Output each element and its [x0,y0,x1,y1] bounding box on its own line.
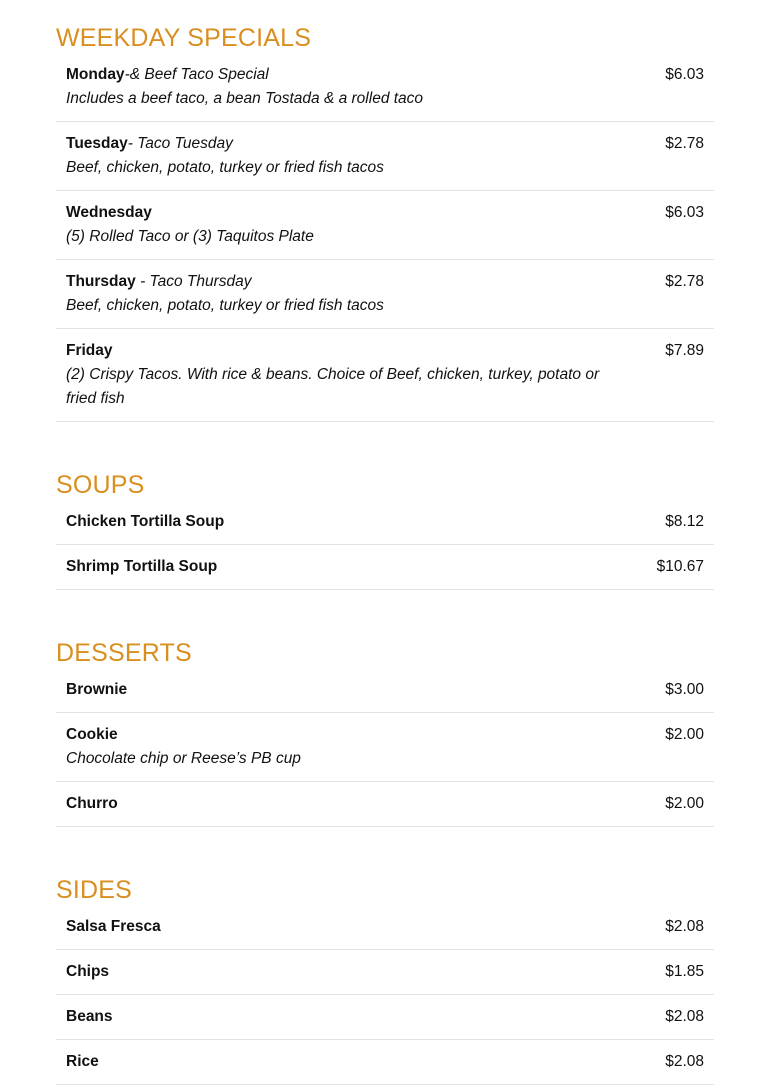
item-price: $6.03 [665,204,704,221]
item-subtitle: - Taco Tuesday [127,135,233,152]
item-name: Wednesday [66,204,152,221]
menu-item-chicken-tortilla-soup [56,510,714,545]
item-price: $2.00 [665,795,704,812]
menu-item-beans [56,1005,714,1040]
item-price: $3.00 [665,681,704,698]
item-name: Brownie [66,681,128,698]
item-subtitle: - Taco Thursday [135,273,252,290]
item-subtitle: -& Beef Taco Special [124,66,269,83]
menu-item-thursday [56,270,714,329]
section-title-weekday-specials: WEEKDAY SPECIALS [56,24,312,52]
item-name: Churro [66,795,118,812]
item-name: Chicken Tortilla Soup [66,513,225,530]
item-name: Beans [66,1008,113,1025]
item-price: $1.85 [665,963,704,980]
item-price: $2.08 [665,1053,704,1070]
section-title-soups: SOUPS [56,471,145,499]
item-name: Salsa Fresca [66,918,161,935]
item-price: $10.67 [656,558,704,575]
item-name: Friday [66,342,113,359]
item-description: Beef, chicken, potato, turkey or fried fish tacos [66,159,384,176]
item-price: $2.08 [665,918,704,935]
item-price: $8.12 [665,513,704,530]
item-description: Beef, chicken, potato, turkey or fried fish tacos [66,297,384,314]
menu-item-friday [56,339,714,422]
item-name: Shrimp Tortilla Soup [66,558,218,575]
menu-item-salsa-fresca [56,915,714,950]
section-title-sides: SIDES [56,876,133,904]
item-description: (5) Rolled Taco or (3) Taquitos Plate [66,228,314,245]
item-name: Tuesday [66,135,128,152]
menu-item-churro [56,792,714,827]
item-price: $2.08 [665,1008,704,1025]
item-price: $2.78 [665,273,704,290]
item-name: Thursday [66,273,136,290]
section-title-desserts: DESSERTS [56,639,192,667]
item-name: Cookie [66,726,118,743]
menu-item-wednesday [56,201,714,260]
item-name: Monday [66,66,125,83]
menu-item-shrimp-tortilla-soup [56,555,714,590]
item-description: Includes a beef taco, a bean Tostada & a rolled taco [66,90,424,107]
item-description: Chocolate chip or Reese’s PB cup [66,750,301,767]
menu-item-rice [56,1050,714,1085]
item-price: $7.89 [665,342,704,359]
menu-item-chips [56,960,714,995]
item-price: $2.78 [665,135,704,152]
menu-item-tuesday [56,132,714,191]
menu-item-brownie [56,678,714,713]
item-price: $6.03 [665,66,704,83]
menu-item-cookie [56,723,714,782]
item-name: Rice [66,1053,99,1070]
item-name: Chips [66,963,110,980]
menu-item-monday [56,63,714,122]
item-price: $2.00 [665,726,704,743]
item-description: (2) Crispy Tacos. With rice & beans. Choice of Beef, chicken, turkey, potato or fried fish [66,366,600,407]
